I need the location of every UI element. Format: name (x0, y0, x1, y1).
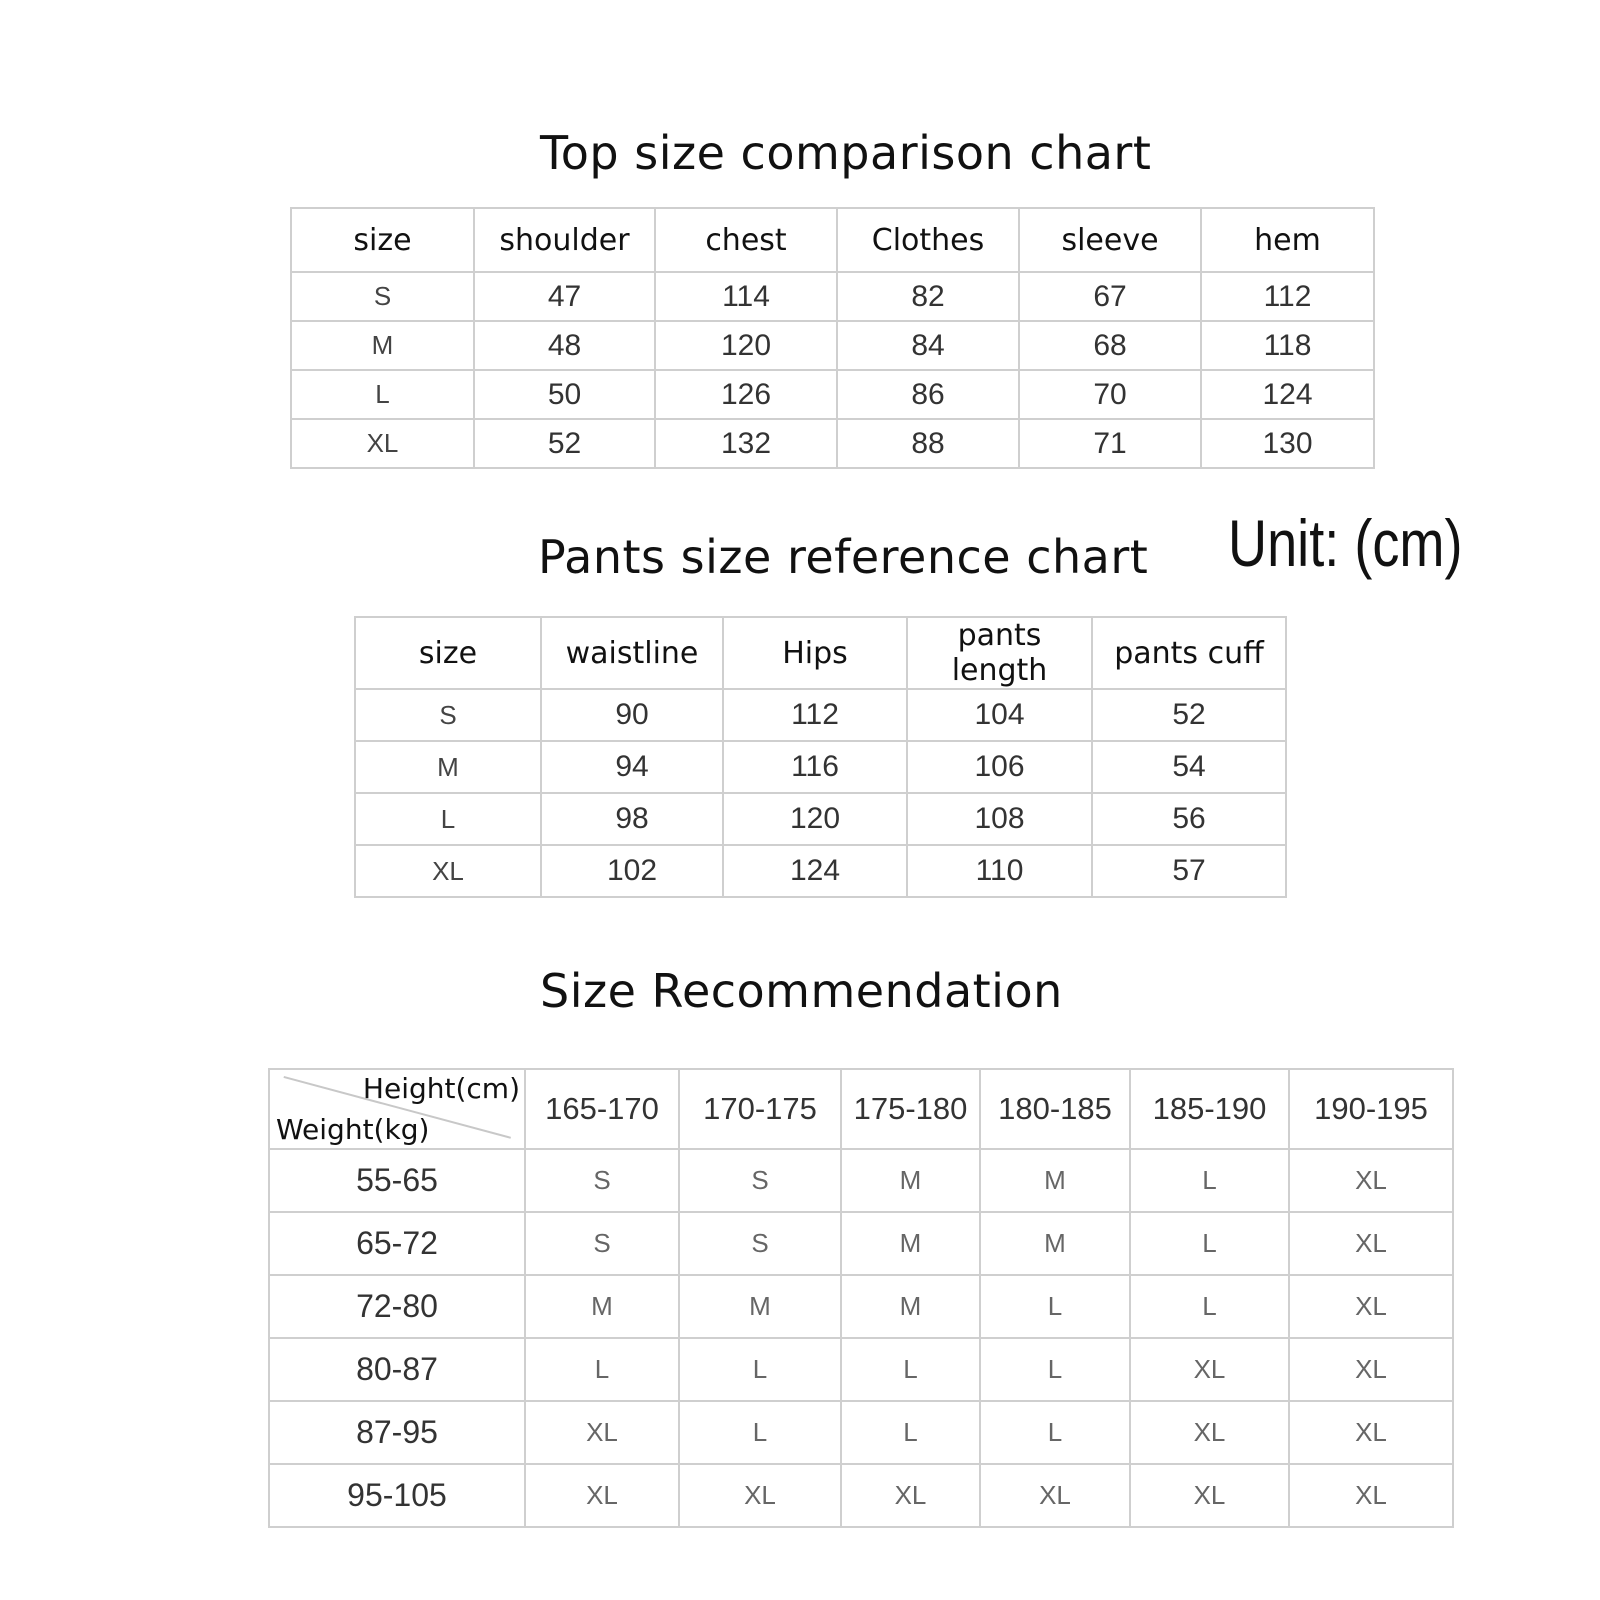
size-cell: M (355, 741, 541, 793)
recommended-size-cell: L (841, 1401, 980, 1464)
table-cell: 70 (1019, 370, 1201, 419)
table-cell: 124 (723, 845, 907, 897)
recommended-size-cell: S (525, 1149, 679, 1212)
height-axis-label: Height(cm) (362, 1072, 520, 1105)
table-cell: 88 (837, 419, 1019, 468)
recommended-size-cell: L (980, 1338, 1130, 1401)
table-row (269, 1149, 1453, 1212)
height-range-header: 180-185 (980, 1069, 1130, 1149)
table-header-row (291, 208, 1374, 272)
size-cell: XL (291, 419, 474, 468)
table-row (355, 689, 1286, 741)
table-cell: 68 (1019, 321, 1201, 370)
table-cell: 54 (1092, 741, 1286, 793)
recommended-size-cell: XL (980, 1464, 1130, 1527)
weight-range-cell: 87-95 (269, 1401, 525, 1464)
height-range-header: 165-170 (525, 1069, 679, 1149)
table-cell: 84 (837, 321, 1019, 370)
table-cell: 108 (907, 793, 1092, 845)
table-cell: 116 (723, 741, 907, 793)
table-row (291, 370, 1374, 419)
recommended-size-cell: L (525, 1338, 679, 1401)
weight-axis-label: Weight(kg) (276, 1113, 430, 1146)
table-cell: 98 (541, 793, 723, 845)
size-cell: L (291, 370, 474, 419)
table-cell: 56 (1092, 793, 1286, 845)
table-cell: 48 (474, 321, 655, 370)
column-header: pants length (907, 617, 1092, 689)
recommended-size-cell: L (980, 1275, 1130, 1338)
table-cell: 67 (1019, 272, 1201, 321)
size-cell: S (291, 272, 474, 321)
column-header: waistline (541, 617, 723, 689)
recommended-size-cell: L (679, 1401, 841, 1464)
column-header: size (355, 617, 541, 689)
unit-label: Unit: (cm) (1228, 506, 1463, 580)
column-header: Clothes (837, 208, 1019, 272)
table-row (269, 1275, 1453, 1338)
column-header: shoulder (474, 208, 655, 272)
recommended-size-cell: XL (525, 1401, 679, 1464)
table-cell: 118 (1201, 321, 1374, 370)
height-range-header: 170-175 (679, 1069, 841, 1149)
table-cell: 114 (655, 272, 837, 321)
recommended-size-cell: XL (1289, 1338, 1453, 1401)
recommended-size-cell: S (679, 1149, 841, 1212)
table-row (269, 1401, 1453, 1464)
table-cell: 106 (907, 741, 1092, 793)
table-row (291, 321, 1374, 370)
recommended-size-cell: M (841, 1275, 980, 1338)
recommended-size-cell: XL (1289, 1212, 1453, 1275)
recommended-size-cell: M (841, 1149, 980, 1212)
table-header-row (355, 617, 1286, 689)
recommended-size-cell: L (841, 1338, 980, 1401)
size-cell: M (291, 321, 474, 370)
height-range-header: 175-180 (841, 1069, 980, 1149)
table-row (355, 741, 1286, 793)
table-cell: 50 (474, 370, 655, 419)
size-recommendation-table (268, 1068, 1454, 1528)
table-cell: 124 (1201, 370, 1374, 419)
size-cell: L (355, 793, 541, 845)
column-header: sleeve (1019, 208, 1201, 272)
recommended-size-cell: XL (1130, 1401, 1289, 1464)
recommended-size-cell: M (980, 1149, 1130, 1212)
recommended-size-cell: L (1130, 1275, 1289, 1338)
table-cell: 52 (1092, 689, 1286, 741)
table-row (291, 272, 1374, 321)
table-row (291, 419, 1374, 468)
table-cell: 112 (1201, 272, 1374, 321)
weight-range-cell: 72-80 (269, 1275, 525, 1338)
table-cell: 132 (655, 419, 837, 468)
table-row (269, 1212, 1453, 1275)
size-cell: XL (355, 845, 541, 897)
recommended-size-cell: L (1130, 1212, 1289, 1275)
table-cell: 90 (541, 689, 723, 741)
pants-size-table (354, 616, 1287, 898)
table-cell: 120 (655, 321, 837, 370)
column-header: size (291, 208, 474, 272)
weight-range-cell: 65-72 (269, 1212, 525, 1275)
top-chart-title: Top size comparison chart (540, 126, 1152, 180)
recommended-size-cell: S (525, 1212, 679, 1275)
table-row (355, 845, 1286, 897)
column-header: hem (1201, 208, 1374, 272)
table-cell: 47 (474, 272, 655, 321)
recommended-size-cell: XL (679, 1464, 841, 1527)
table-row (269, 1338, 1453, 1401)
recommended-size-cell: XL (525, 1464, 679, 1527)
recommendation-title: Size Recommendation (540, 964, 1063, 1018)
recommended-size-cell: L (1130, 1149, 1289, 1212)
table-cell: 120 (723, 793, 907, 845)
recommended-size-cell: L (679, 1338, 841, 1401)
recommended-size-cell: M (525, 1275, 679, 1338)
weight-range-cell: 55-65 (269, 1149, 525, 1212)
weight-range-cell: 80-87 (269, 1338, 525, 1401)
table-cell: 110 (907, 845, 1092, 897)
pants-chart-title: Pants size reference chart (538, 530, 1149, 584)
table-cell: 102 (541, 845, 723, 897)
table-cell: 86 (837, 370, 1019, 419)
height-range-header: 190-195 (1289, 1069, 1453, 1149)
column-header: pants cuff (1092, 617, 1286, 689)
weight-range-cell: 95-105 (269, 1464, 525, 1527)
table-cell: 130 (1201, 419, 1374, 468)
table-header-row (269, 1069, 1453, 1149)
table-cell: 52 (474, 419, 655, 468)
recommended-size-cell: L (980, 1401, 1130, 1464)
top-size-table (290, 207, 1375, 469)
size-cell: S (355, 689, 541, 741)
recommended-size-cell: XL (1289, 1464, 1453, 1527)
recommended-size-cell: M (679, 1275, 841, 1338)
table-cell: 94 (541, 741, 723, 793)
recommended-size-cell: XL (1130, 1464, 1289, 1527)
table-cell: 57 (1092, 845, 1286, 897)
recommended-size-cell: XL (1130, 1338, 1289, 1401)
table-cell: 71 (1019, 419, 1201, 468)
table-row (355, 793, 1286, 845)
recommended-size-cell: S (679, 1212, 841, 1275)
height-range-header: 185-190 (1130, 1069, 1289, 1149)
table-cell: 104 (907, 689, 1092, 741)
table-cell: 126 (655, 370, 837, 419)
recommended-size-cell: XL (1289, 1401, 1453, 1464)
recommended-size-cell: XL (1289, 1275, 1453, 1338)
recommended-size-cell: M (841, 1212, 980, 1275)
table-row (269, 1464, 1453, 1527)
corner-header-cell (269, 1069, 525, 1149)
column-header: chest (655, 208, 837, 272)
recommended-size-cell: XL (1289, 1149, 1453, 1212)
table-cell: 82 (837, 272, 1019, 321)
table-cell: 112 (723, 689, 907, 741)
recommended-size-cell: XL (841, 1464, 980, 1527)
column-header: Hips (723, 617, 907, 689)
recommended-size-cell: M (980, 1212, 1130, 1275)
